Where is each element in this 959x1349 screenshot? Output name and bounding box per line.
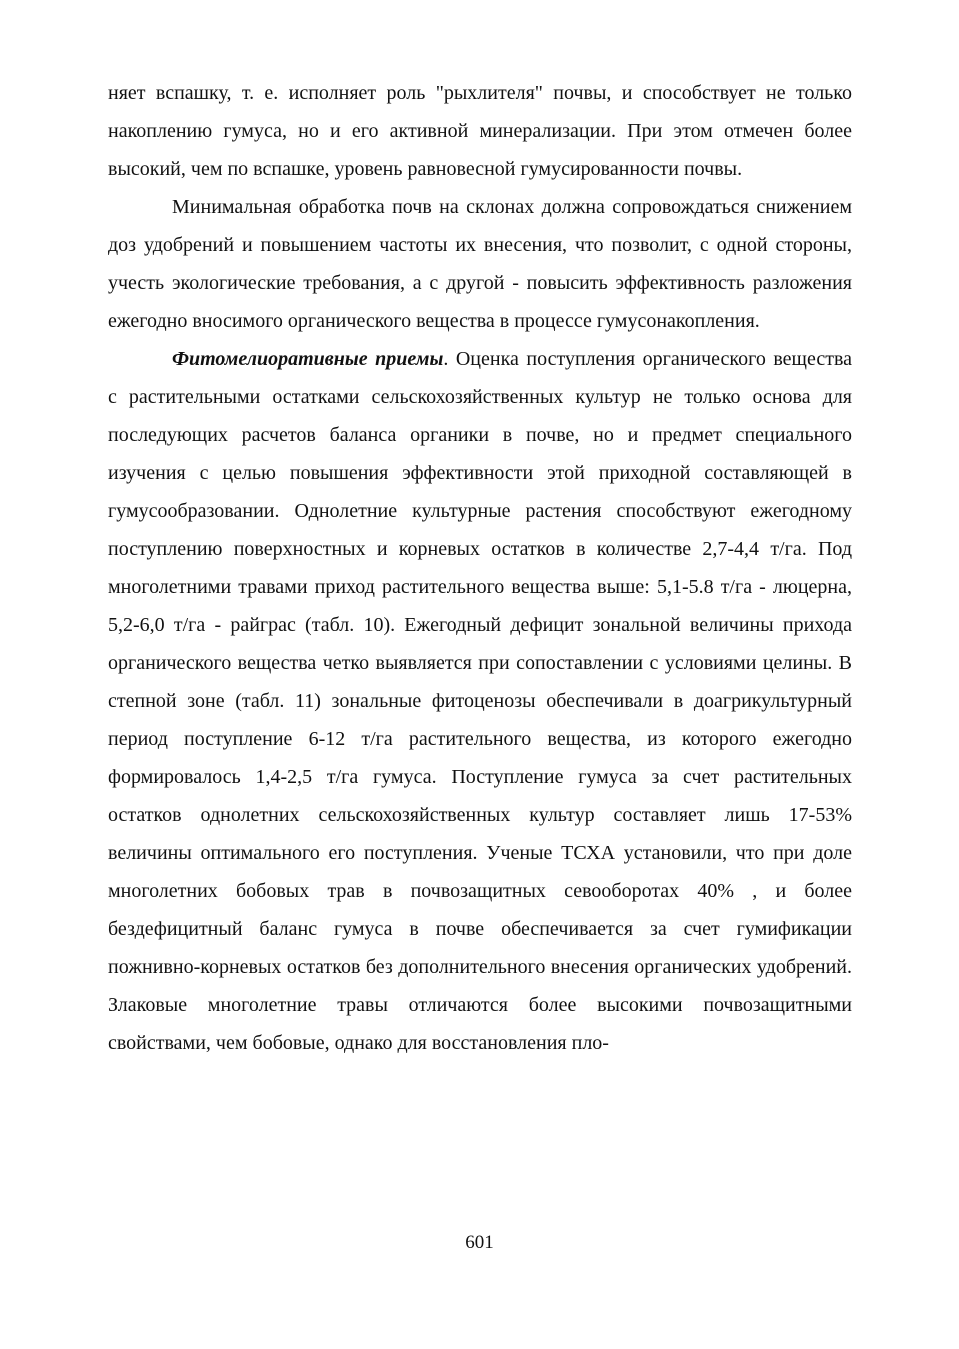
- paragraph-3: [108, 340, 852, 1062]
- body-text: [108, 74, 852, 1062]
- paragraph-2: Минимальная обработка почв на склонах должна сопровождаться снижением доз удобрений и повышением частоты их внесения, что позволит, с одной стороны, учесть экологические требования, а с другой - повысить эффективность разложения ежегодно вносимого органического вещества в процессе гумусонакопления.: [108, 196, 852, 332]
- page-number: 601: [465, 1232, 494, 1253]
- paragraph-1: няет вспашку, т. е. исполняет роль "рыхлителя" почвы, и способствует не только накоплению гумуса, но и его активной минерализации. При этом отмечен более высокий, чем по вспашке, уровень равновесной гумусированности почвы.: [108, 82, 852, 180]
- paragraph-3-text: . Оценка поступления органического вещества с растительными остатками сельскохозяйственных культур не только основа для последующих расчетов баланса органики в почве, но и предмет специального изучения с целью повышения эффективности этой приходной составляющей в гумусообразовании. Однолетние культурные растения способствуют ежегодному поступлению поверхностных и корневых остатков в количестве 2,7-4,4 т/га. Под многолетними травами приход растительного вещества выше: 5,1-5.8 т/га - люцерна, 5,2-6,0 т/га - райграс (табл. 10). Ежегодный дефицит зональной величины прихода органического вещества четко выявляется при сопоставлении с условиями целины. В степной зоне (табл. 11) зональные фитоценозы обеспечивали в доагрикультурный период поступление 6-12 т/га растительного вещества, из которого ежегодно формировалось 1,4-2,5 т/га гумуса. Поступление гумуса за счет растительных остатков однолетних сельскохозяйственных культур составляет лишь 17-53% величины оптимального его поступления. Ученые ТСХА установили, что при доле многолетних бобовых трав в почвозащитных севооборотах 40% , и более бездефицитный баланс гумуса в почве обеспечивается за счет гумификации пожнивно-корневых остатков без дополнительного внесения органических удобрений. Злаковые многолетние травы отличаются более высокими почвозащитными свойствами, чем бобовые, однако для восстановления пло-: [108, 348, 852, 1054]
- section-heading: Фитомелиоративные приемы: [172, 348, 444, 370]
